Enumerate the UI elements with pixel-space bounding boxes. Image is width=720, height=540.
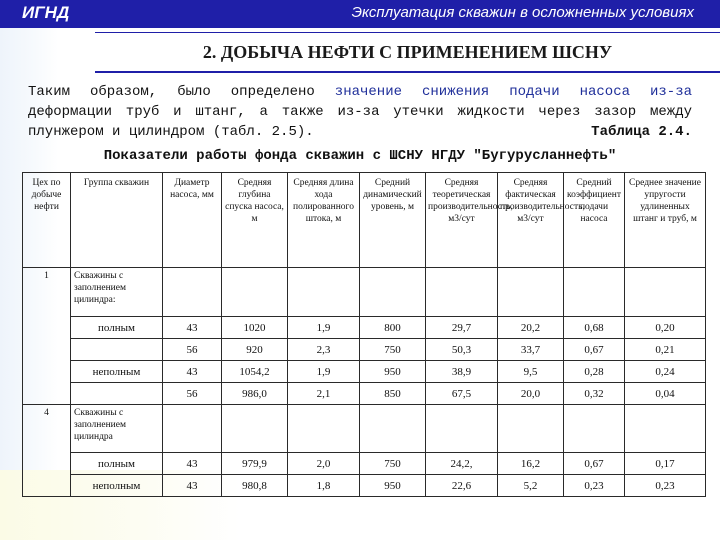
col-header-theoretical-rate: Средняя теоретическая производительность, м3/сут	[426, 173, 498, 268]
group-cell: неполным	[71, 475, 163, 497]
shop-number: 1	[23, 268, 71, 405]
cell-dynamic-level: 800	[360, 317, 426, 339]
cell-diameter: 56	[163, 383, 222, 405]
paragraph-line-2: деформации труб и штанг, а также из-за утечки жидкости через зазор между	[28, 104, 692, 120]
cell-pump-coefficient: 0,68	[564, 317, 625, 339]
cell-theoretical-rate: 24,2,	[426, 453, 498, 475]
cell-stroke: 1,8	[288, 475, 360, 497]
table-row	[23, 475, 706, 497]
col-header-group: Группа скважин	[71, 173, 163, 268]
col-header-shop: Цех по добыче нефти	[23, 173, 71, 268]
cell-diameter: 43	[163, 361, 222, 383]
cell-elasticity: 0,20	[625, 317, 706, 339]
cell-stroke: 2,1	[288, 383, 360, 405]
cell-depth: 1054,2	[222, 361, 288, 383]
cell-stroke: 1,9	[288, 317, 360, 339]
cell-stroke: 1,9	[288, 361, 360, 383]
table-row	[23, 268, 706, 317]
cell-theoretical-rate: 22,6	[426, 475, 498, 497]
table-row	[23, 361, 706, 383]
group-cell: полным	[71, 317, 163, 339]
title-rule-bottom	[95, 71, 720, 73]
col-header-stroke: Средняя длина хода полированного штока, м	[288, 173, 360, 268]
course-subject: Эксплуатация скважин в осложненных условиях	[351, 4, 694, 21]
group-label: Скважины с заполнением цилиндра	[71, 405, 163, 453]
table-row	[23, 317, 706, 339]
cell-theoretical-rate: 38,9	[426, 361, 498, 383]
col-header-diameter: Диаметр насоса, мм	[163, 173, 222, 268]
cell-diameter: 43	[163, 453, 222, 475]
col-header-actual-rate: Средняя фактическая производительность, м3/сут	[498, 173, 564, 268]
table-header-row	[23, 173, 706, 268]
cell-elasticity: 0,17	[625, 453, 706, 475]
title-rule-top	[95, 32, 720, 33]
cell-actual-rate: 9,5	[498, 361, 564, 383]
col-header-elasticity: Среднее значение упругости удлиненных штанг и труб, м	[625, 173, 706, 268]
body-paragraph	[28, 82, 692, 142]
cell-theoretical-rate: 50,3	[426, 339, 498, 361]
cell-actual-rate: 20,2	[498, 317, 564, 339]
cell-theoretical-rate: 67,5	[426, 383, 498, 405]
cell-depth: 986,0	[222, 383, 288, 405]
table-caption: Показатели работы фонда скважин с ШСНУ НГДУ "Бугурусланнефть"	[103, 148, 617, 164]
cell-dynamic-level: 950	[360, 475, 426, 497]
cell-depth: 920	[222, 339, 288, 361]
cell-pump-coefficient: 0,67	[564, 453, 625, 475]
cell-pump-coefficient: 0,67	[564, 339, 625, 361]
table-number: Таблица 2.4.	[591, 124, 692, 140]
table-row	[23, 383, 706, 405]
shop-number: 4	[23, 405, 71, 497]
cell-diameter: 43	[163, 317, 222, 339]
cell-dynamic-level: 750	[360, 453, 426, 475]
paragraph-line-3	[28, 122, 692, 142]
cell-pump-coefficient: 0,32	[564, 383, 625, 405]
cell-dynamic-level: 950	[360, 361, 426, 383]
cell-depth: 980,8	[222, 475, 288, 497]
cell-elasticity: 0,23	[625, 475, 706, 497]
cell-pump-coefficient: 0,28	[564, 361, 625, 383]
cell-depth: 1020	[222, 317, 288, 339]
cell-elasticity: 0,21	[625, 339, 706, 361]
cell-elasticity: 0,04	[625, 383, 706, 405]
cell-diameter: 56	[163, 339, 222, 361]
paragraph-highlight: значение снижения подачи насоса из-за	[334, 84, 692, 100]
group-cell: полным	[71, 453, 163, 475]
cell-actual-rate: 16,2	[498, 453, 564, 475]
cell-actual-rate: 5,2	[498, 475, 564, 497]
slide-title: 2. ДОБЫЧА НЕФТИ С ПРИМЕНЕНИЕМ ШСНУ	[202, 42, 613, 62]
paragraph-text: Таким образом, было определено	[28, 84, 335, 100]
cell-elasticity: 0,24	[625, 361, 706, 383]
group-cell	[71, 339, 163, 361]
col-header-dynamic-level: Средний динамический уровень, м	[360, 173, 426, 268]
cell-diameter: 43	[163, 475, 222, 497]
cell-depth: 979,9	[222, 453, 288, 475]
wells-performance-table	[22, 172, 706, 497]
col-header-pump-coefficient: Средний коэффициент подачи насоса	[564, 173, 625, 268]
cell-theoretical-rate: 29,7	[426, 317, 498, 339]
cell-pump-coefficient: 0,23	[564, 475, 625, 497]
col-header-depth: Средняя глубина спуска насоса, м	[222, 173, 288, 268]
cell-actual-rate: 33,7	[498, 339, 564, 361]
header-bar	[0, 0, 720, 28]
group-label: Скважины с заполнением цилиндра:	[71, 268, 163, 317]
cell-stroke: 2,3	[288, 339, 360, 361]
cell-stroke: 2,0	[288, 453, 360, 475]
org-label: ИГНД	[22, 3, 70, 22]
group-cell	[71, 383, 163, 405]
table-row	[23, 405, 706, 453]
table-row	[23, 453, 706, 475]
paragraph-line-1	[28, 82, 692, 102]
cell-dynamic-level: 750	[360, 339, 426, 361]
group-cell: неполным	[71, 361, 163, 383]
table-row	[23, 339, 706, 361]
paragraph-text: плунжером и цилиндром (табл. 2.5).	[28, 124, 314, 140]
cell-dynamic-level: 850	[360, 383, 426, 405]
cell-actual-rate: 20,0	[498, 383, 564, 405]
